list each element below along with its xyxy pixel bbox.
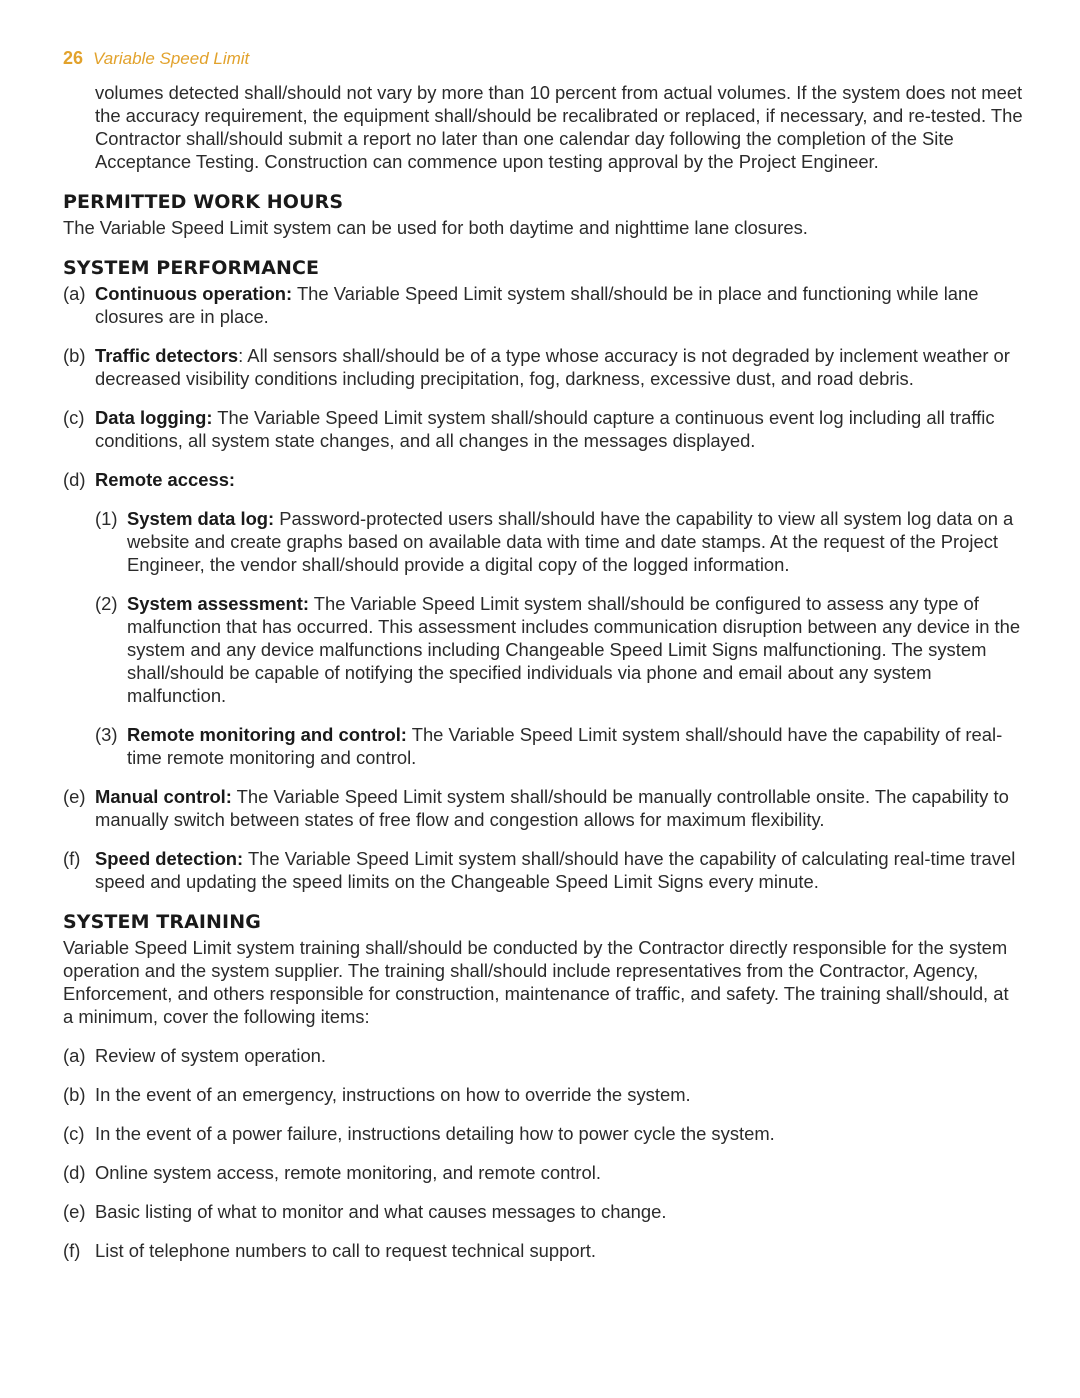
system-training-intro: Variable Speed Limit system training shall/should be conducted by the Contractor directly responsible for the system operation and the system supplier. The training shall/should include representatives from the Contractor, Agency, Enforcement, and others responsible for construction, maintenance of traffic, and safety. The training shall/should, at a minimum, cover the following items: [63,937,1009,1027]
item-text: In the event of a power failure, instructions detailing how to power cycle the system. [95,1123,775,1144]
item-term: Data logging: [95,407,213,428]
sublist-marker: (2) [95,593,118,614]
sublist-marker: (3) [95,724,118,745]
performance-item-speed-detection [63,847,1023,893]
training-item [63,1044,1023,1067]
remote-access-item-remote-monitoring [95,723,1023,769]
training-item [63,1083,1023,1106]
training-item [63,1239,1023,1262]
remote-access-item-system-data-log [95,507,1023,576]
system-training-heading: SYSTEM TRAINING [63,911,261,933]
performance-item-data-logging [63,406,1023,452]
subitem-term: Remote monitoring and control: [127,724,407,745]
list-marker: (c) [63,1123,85,1144]
item-text: : All sensors shall/should be of a type whose accuracy is not degraded by inclement weather or decreased visibility conditions including precipitation, fog, darkness, excessive dust, and road debris. [95,345,1010,389]
system-performance-heading: SYSTEM PERFORMANCE [63,257,320,279]
item-term: Manual control: [95,786,232,807]
subitem-text: The Variable Speed Limit system shall/should have the capability of real-time remote monitoring and control. [127,724,1003,768]
item-term: Continuous operation: [95,283,293,304]
item-term: Traffic detectors [95,345,239,366]
item-text: In the event of an emergency, instructions on how to override the system. [95,1084,691,1105]
system-performance-list [63,282,1023,893]
list-marker: (d) [63,1162,86,1183]
item-text: The Variable Speed Limit system shall/should be manually controllable onsite. The capability to manually switch between states of free flow and congestion allows for maximum flexibility. [95,786,1009,830]
list-marker: (b) [63,1084,86,1105]
remote-access-sublist [95,507,1023,769]
item-text: Review of system operation. [95,1045,327,1066]
training-item [63,1122,1023,1145]
item-text: Online system access, remote monitoring, and remote control. [95,1162,601,1183]
running-header [63,47,249,70]
running-title: Variable Speed Limit [93,49,250,68]
system-training-list [63,1044,1023,1262]
performance-item-manual-control [63,785,1023,831]
item-term: Speed detection: [95,848,244,869]
remote-access-item-system-assessment [95,592,1023,707]
intro-continuation-paragraph: volumes detected shall/should not vary by more than 10 percent from actual volumes. If the system does not meet the accuracy requirement, the equipment shall/should be recalibrated or replaced, if necessary, and re-tested. The Contractor shall/should submit a report no later than one calendar day following the completion of the Site Acceptance Testing. Construction can commence upon testing approval by the Project Engineer. [95,82,1023,172]
list-marker: (a) [63,283,86,304]
list-marker: (e) [63,786,86,807]
sublist-marker: (1) [95,508,118,529]
list-marker: (a) [63,1045,86,1066]
item-term: Remote access: [95,469,236,490]
list-marker: (f) [63,848,81,869]
item-text: The Variable Speed Limit system shall/should capture a continuous event log including all traffic conditions, all system state changes, and all changes in the messages displayed. [95,407,995,451]
list-marker: (f) [63,1240,81,1261]
item-text: List of telephone numbers to call to request technical support. [95,1240,596,1261]
performance-item-remote-access [63,468,1023,769]
item-text: The Variable Speed Limit system shall/should have the capability of calculating real-time travel speed and updating the speed limits on the Changeable Speed Limit Signs every minute. [95,848,1016,892]
subitem-text: Password-protected users shall/should have the capability to view all system log data on a website and create graphs based on available data with time and date stamps. At the request of the Project Engineer, the vendor shall/should provide a digital copy of the logged information. [127,508,1014,575]
training-item [63,1161,1023,1184]
performance-item-continuous-operation [63,282,1023,328]
page-number: 26 [63,48,84,68]
page-content [63,81,1023,1262]
performance-item-traffic-detectors [63,344,1023,390]
training-item [63,1200,1023,1223]
list-marker: (d) [63,469,86,490]
permitted-work-hours-heading: PERMITTED WORK HOURS [63,191,344,213]
list-marker: (e) [63,1201,86,1222]
subitem-term: System assessment: [127,593,309,614]
permitted-work-hours-paragraph: The Variable Speed Limit system can be used for both daytime and nighttime lane closures. [63,217,808,238]
subitem-text: The Variable Speed Limit system shall/should be configured to assess any type of malfunction that has occurred. This assessment includes communication disruption between any device in the system and any device malfunctions including Changeable Speed Limit Signs malfunctioning. The system shall/should be capable of notifying the specified individuals via phone and email about any system malfunction. [127,593,1021,706]
item-text: Basic listing of what to monitor and what causes messages to change. [95,1201,667,1222]
list-marker: (b) [63,345,86,366]
list-marker: (c) [63,407,85,428]
subitem-term: System data log: [127,508,275,529]
item-text: The Variable Speed Limit system shall/should be in place and functioning while lane closures are in place. [95,283,979,327]
